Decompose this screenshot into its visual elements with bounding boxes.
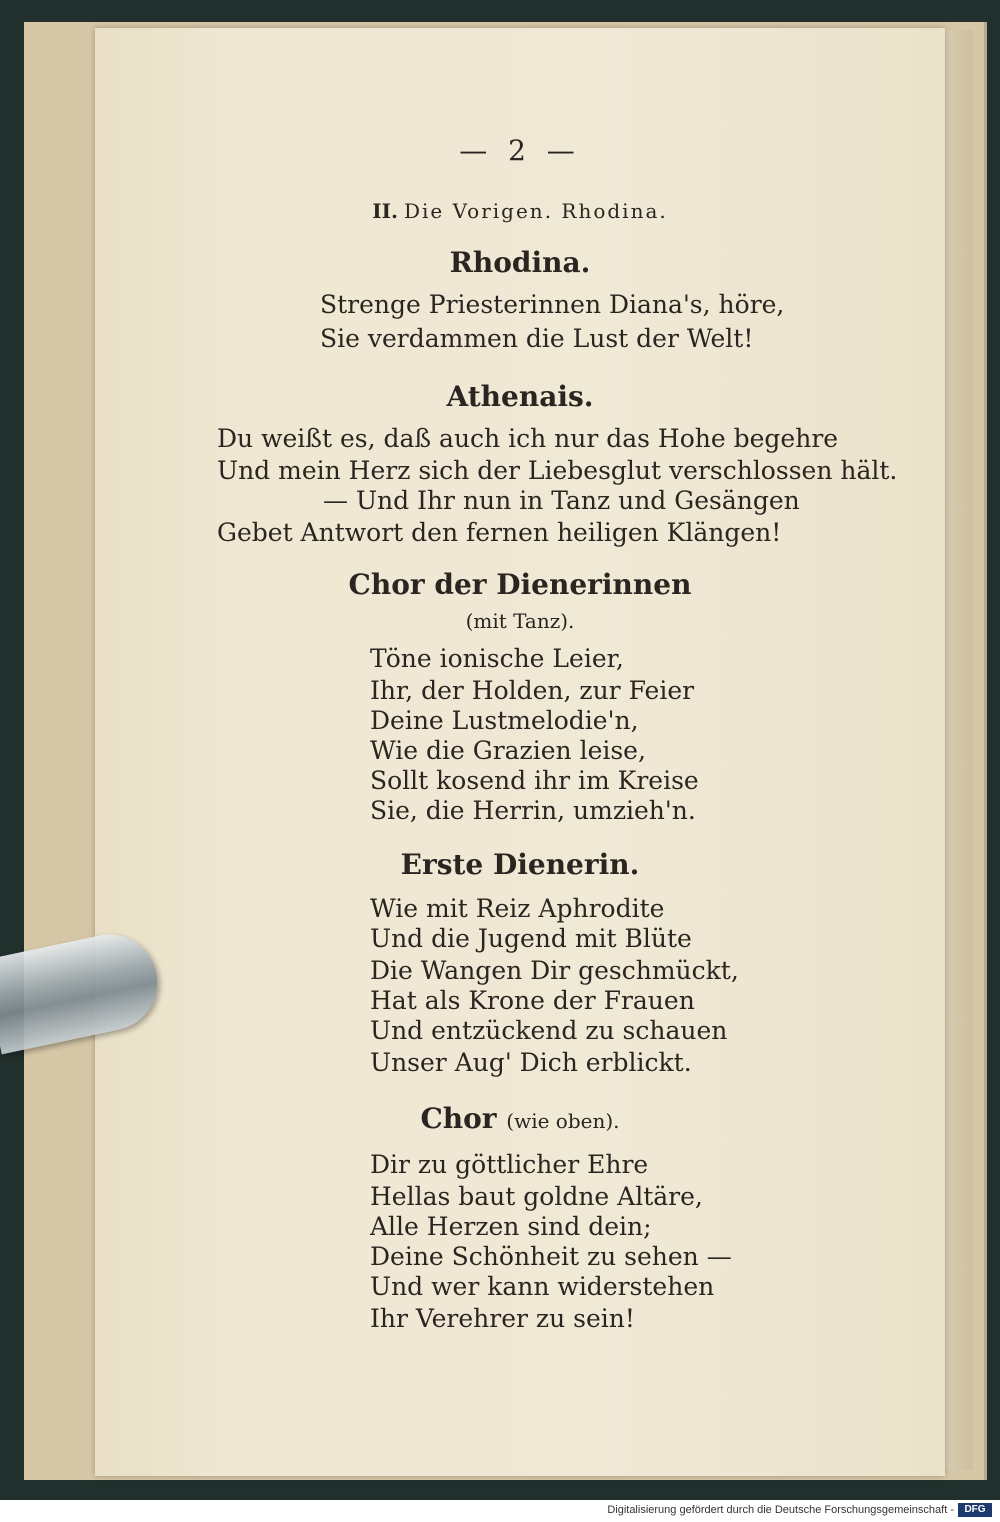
verse-line: Und mein Herz sich der Liebesglut verschlossen hält. xyxy=(217,456,898,485)
verse-line: Und wer kann widerstehen xyxy=(370,1272,715,1301)
verse-line: Und entzückend zu schauen xyxy=(370,1016,728,1045)
verse-line: Sie, die Herrin, umzieh'n. xyxy=(370,796,696,825)
verse-line: Alle Herzen sind dein; xyxy=(370,1212,652,1241)
scene-heading xyxy=(95,196,945,226)
page-number: — 2 — xyxy=(459,134,581,167)
verse-line: Sollt kosend ihr im Kreise xyxy=(370,766,699,795)
dfg-logo: DFG xyxy=(958,1503,992,1517)
stage-direction: (wie oben). xyxy=(506,1109,620,1133)
verse-line: Und die Jugend mit Blüte xyxy=(370,924,692,953)
verse-line: Wie die Grazien leise, xyxy=(370,736,646,765)
verse-line: Sie verdammen die Lust der Welt! xyxy=(320,324,754,353)
verse-line: Gebet Antwort den fernen heiligen Klängen! xyxy=(217,518,782,547)
footer-credit: Digitalisierung gefördert durch die Deutsche Forschungsgemeinschaft - xyxy=(607,1504,954,1516)
verse-line: Dir zu göttlicher Ehre xyxy=(370,1150,649,1179)
speaker-rhodina: Rhodina. xyxy=(449,246,591,279)
verse-line: Strenge Priesterinnen Diana's, höre, xyxy=(320,290,785,319)
verse-line: Deine Schönheit zu sehen — xyxy=(370,1242,732,1271)
scene-number: II. xyxy=(372,199,398,223)
verse-line: Du weißt es, daß auch ich nur das Hohe begehre xyxy=(217,424,839,453)
verse-line: Ihr Verehrer zu sein! xyxy=(370,1304,635,1333)
page-edges xyxy=(945,30,973,1470)
verse-line: Ihr, der Holden, zur Feier xyxy=(370,676,695,705)
speaker-erste-dienerin: Erste Dienerin. xyxy=(400,848,640,881)
verse-line: Hellas baut goldne Altäre, xyxy=(370,1182,703,1211)
verse-line: Töne ionische Leier, xyxy=(370,644,624,673)
verse-line: Die Wangen Dir geschmückt, xyxy=(370,956,739,985)
verse-line: Unser Aug' Dich erblickt. xyxy=(370,1048,692,1077)
scene-text: Die Vorigen. Rhodina. xyxy=(403,199,668,223)
stage-direction: (mit Tanz). xyxy=(465,609,575,633)
verse-line: Hat als Krone der Frauen xyxy=(370,986,695,1015)
speaker-athenais: Athenais. xyxy=(446,380,594,413)
verse-line: — Und Ihr nun in Tanz und Gesängen xyxy=(323,486,800,515)
verse-line: Deine Lustmelodie'n, xyxy=(370,706,639,735)
speaker-chor xyxy=(95,1104,945,1136)
speaker-name: Chor xyxy=(420,1102,497,1135)
verse-line: Wie mit Reiz Aphrodite xyxy=(370,894,665,923)
speaker-chor-der-dienerinnen: Chor der Dienerinnen xyxy=(348,568,692,601)
